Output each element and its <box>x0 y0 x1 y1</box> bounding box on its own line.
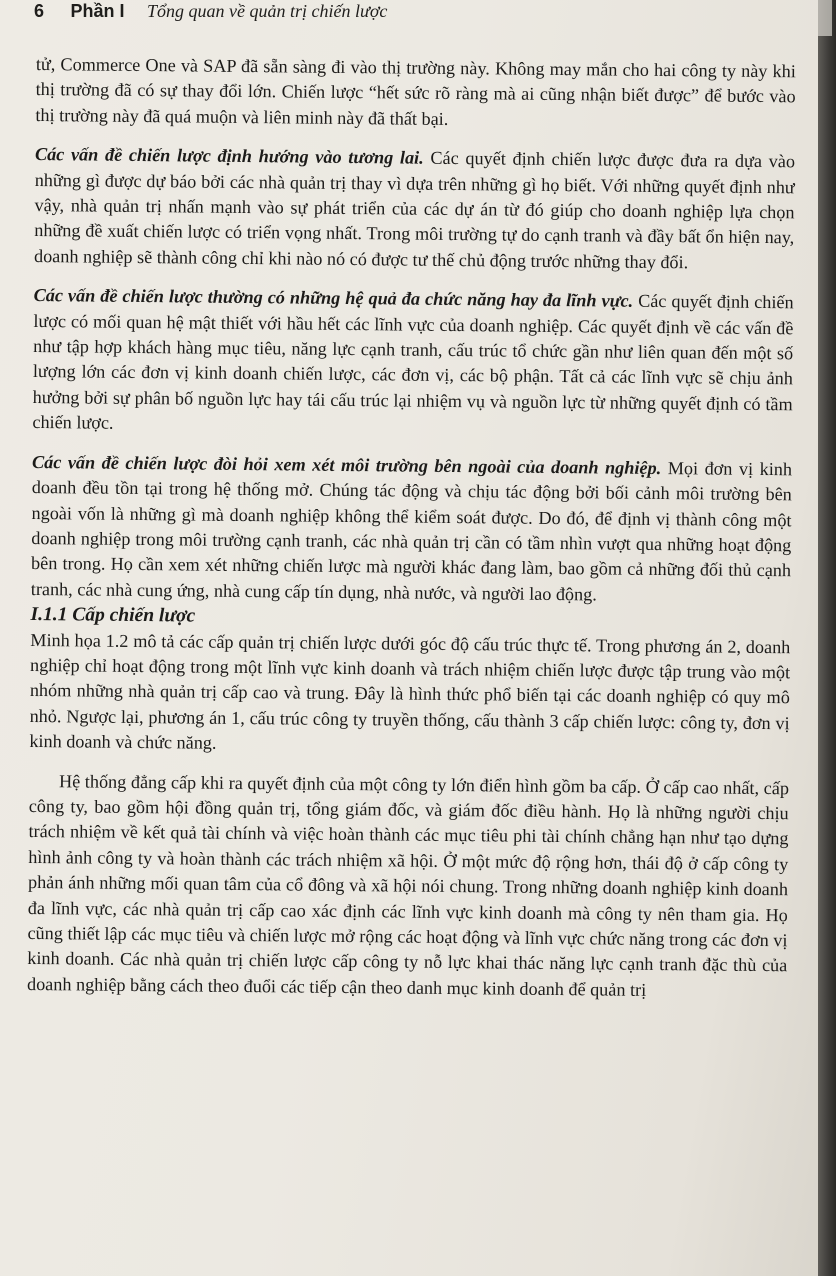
paragraph-external-environment <box>31 450 792 610</box>
paragraph-lead: Các vấn đề chiến lược đòi hỏi xem xét môi trường bên ngoài của doanh nghiệp. <box>31 451 662 478</box>
paragraph-intro: tử, Commerce One và SAP đã sẵn sàng đi vào thị trường này. Không may mắn cho hai công ty này khi thị trường đã có sự thay đổi lớn. Chiến lược “hết sức rõ ràng mà ai cũng nhận biết được” để bước vào thị trường này đã quá muộn và liên minh này đã thất bại. <box>35 53 796 129</box>
page-corner-highlight <box>818 0 832 36</box>
part-label: Phần I <box>70 1 125 21</box>
paragraph-body: Các quyết định chiến lược có mối quan hệ mật thiết với hầu hết các lĩnh vực của doanh nghiệp. Các quyết định về các vấn đề như tập hợp khách hàng mục tiêu, năng lực cạnh tranh, cấu trúc tổ chức gần như liên quan đến một số lượng lớn các đơn vị kinh doanh chiến lược, các đơn vị, các bộ phận. Tất cả các lĩnh vực sẽ chịu ảnh hưởng bởi sự phân bố nguồn lực hay tái cấu trúc lại nhiệm vụ và nguồn lực từ những quyết định có tầm chiến lược. <box>32 290 794 434</box>
section-paragraph-2: Hệ thống đẳng cấp khi ra quyết định của một công ty lớn điển hình gồm ba cấp. Ở cấp cao nhất, cấp công ty, bao gồm hội đồng quản trị, tổng giám đốc, và giám đốc điều hành. Họ là những người chịu trách nhiệm về kết quả tài chính và việc hoàn thành các mục tiêu phi tài chính chẳng hạn như tạo dựng hình ảnh công ty và hoàn thành các trách nhiệm xã hội. Ở một mức độ rộng hơn, thái độ ở cấp công ty phản ánh những mối quan tâm của cổ đông và xã hội nói chung. Trong những doanh nghiệp kinh doanh đa lĩnh vực, các nhà quản trị cấp cao xác định các lĩnh vực kinh doanh mà công ty nên tham gia. Họ cũng thiết lập các mục tiêu và chiến lược mở rộng các hoạt động và lĩnh vực chức năng trong các đơn vị kinh doanh. Các nhà quản trị chiến lược cấp công ty nỗ lực khai thác năng lực cạnh tranh đặc thù của doanh nghiệp bằng cách theo đuổi các tiếp cận theo danh mục kinh doanh để quản trị <box>26 770 790 1000</box>
paragraph-multifunctional <box>32 283 793 443</box>
book-spine-shadow <box>818 0 836 1276</box>
paragraph-future-oriented <box>34 142 795 276</box>
page-number: 6 <box>34 1 45 21</box>
paragraph-body: Mọi đơn vị kinh doanh đều tồn tại trong hệ thống mở. Chúng tác động và chịu tác động bởi bối cảnh môi trường bên ngoài vốn là những gì mà doanh nghiệp không thể kiểm soát được. Do đó, để định vị thành công một doanh nghiệp trong môi trường cạnh tranh, các nhà quản trị cần có tầm nhìn vượt qua những hoạt động bên trong. Họ cần xem xét những chiến lược mà người khác đang làm, bao gồm cả những đối thủ cạnh tranh, các nhà cung ứng, nhà cung cấp tín dụng, nhà nước, và người lao động. <box>30 457 793 605</box>
paragraph-lead: Các vấn đề chiến lược định hướng vào tương lai. <box>34 144 424 168</box>
section-heading: I.1.1 Cấp chiến lược <box>30 604 196 627</box>
paragraph-body: Các quyết định chiến lược được đưa ra dựa vào những gì được dự báo bởi các nhà quản trị thay vì dựa trên những gì họ biết. Với những quyết định như vậy, nhà quản trị nhấn mạnh vào sự phát triển của các dự án từ đó giúp cho doanh nghiệp lựa chọn những đề xuất chiến lược có triển vọng nhất. Trong môi trường tự do cạnh tranh và đầy bất ổn hiện nay, doanh nghiệp sẽ thành công chỉ khi nào nó có được tư thế chủ động trước những thay đổi. <box>33 147 796 273</box>
section-paragraph-1: Minh họa 1.2 mô tả các cấp quản trị chiến lược dưới góc độ cấu trúc thực tế. Trong phương án 2, doanh nghiệp chỉ hoạt động trong một lĩnh vực kinh doanh và trách nhiệm chiến lược được tập trung vào một nhóm những nhà quản trị cấp cao và trung. Đây là hình thức phổ biến tại các doanh nghiệp có quy mô nhỏ. Ngược lại, phương án 1, cấu trúc công ty truyền thống, cấu thành 3 cấp chiến lược: công ty, đơn vị kinh doanh và chức năng. <box>29 629 791 753</box>
chapter-title: Tổng quan về quản trị chiến lược <box>147 1 388 21</box>
body-text <box>27 52 796 1004</box>
running-head <box>34 0 387 22</box>
paragraph-lead: Các vấn đề chiến lược thường có những hệ quả đa chức năng hay đa lĩnh vực. <box>33 285 634 311</box>
